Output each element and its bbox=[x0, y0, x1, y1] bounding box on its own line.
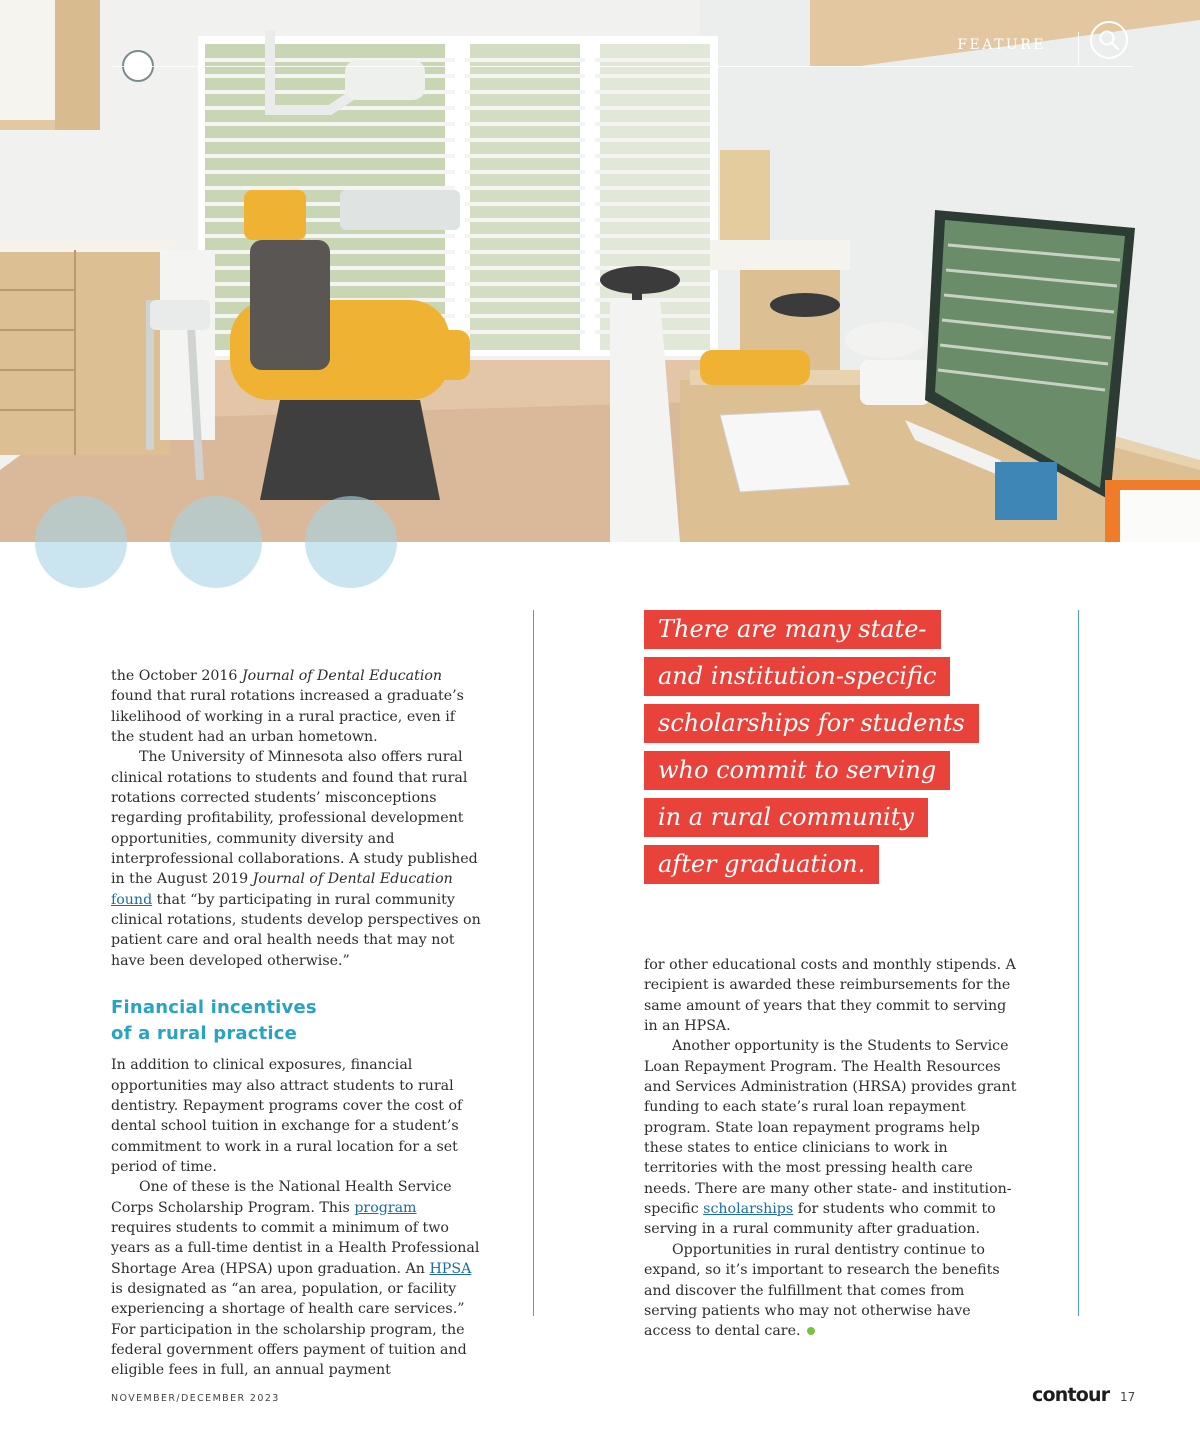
pull-quote-line: There are many state- bbox=[644, 610, 941, 649]
decorative-circle bbox=[170, 496, 262, 588]
issue-date: NOVEMBER/DECEMBER 2023 bbox=[111, 1393, 280, 1404]
journal-title: Journal of Dental Education bbox=[252, 871, 453, 888]
column-rule bbox=[1078, 610, 1079, 1316]
left-column bbox=[111, 666, 481, 1381]
header-rule bbox=[111, 66, 1133, 67]
end-mark-dot bbox=[807, 1327, 815, 1335]
scholarships-link[interactable]: scholarships bbox=[703, 1201, 794, 1218]
search-icon bbox=[1098, 29, 1120, 51]
found-link[interactable]: found bbox=[111, 891, 153, 908]
paragraph: The University of Minnesota also offers rural clinical rotations to students and found that rural rotations corrected students’ misconceptions regarding profitability, professional development opportunities, community diversity and interprofessional collaborations. A study published in the August 2019 Journal of Dental Education found that “by participating in rural community clinical rotations, students develop perspectives on patient care and oral health needs that may not have been developed otherwise.” bbox=[111, 749, 481, 969]
dental-office-illustration bbox=[0, 0, 1200, 542]
paragraph: the October 2016 Journal of Dental Education found that rural rotations increased a graduate’s likelihood of working in a rural practice, even if the student had an urban hometown. bbox=[111, 668, 464, 746]
section-subhead: Financial incentives of a rural practice bbox=[111, 997, 317, 1045]
paragraph: One of these is the National Health Service Corps Scholarship Program. This program requires students to commit a minimum of two years as a full-time dentist in a Health Professional Shortage Area (HPSA) upon graduation. An HPSA is designated as “an area, population, or facility experiencing a shortage of health care services.” For participation in the scholarship program, the federal government offers payment of tuition and eligible fees in full, an annual payment bbox=[111, 1179, 480, 1379]
pull-quote-line: and institution-specific bbox=[644, 657, 950, 696]
program-link[interactable]: program bbox=[354, 1199, 417, 1216]
pull-quote-line: after graduation. bbox=[644, 845, 879, 884]
paragraph: for other educational costs and monthly stipends. A recipient is awarded these reimbursements for the same amount of years that they commit to serving in an HPSA. bbox=[644, 957, 1016, 1035]
search-button[interactable] bbox=[1090, 21, 1128, 59]
pull-quote-line: in a rural community bbox=[644, 798, 928, 837]
hpsa-link[interactable]: HPSA bbox=[429, 1260, 472, 1277]
header-divider bbox=[1078, 32, 1079, 66]
section-label[interactable]: FEATURE bbox=[957, 37, 1046, 53]
decorative-circle bbox=[35, 496, 127, 588]
contour-logo: contour bbox=[1032, 1384, 1110, 1406]
paragraph: Opportunities in rural dentistry continue to expand, so it’s important to research the benefits and discover the fulfillment that comes from serving patients who may not otherwise have access to dental care. bbox=[644, 1241, 1000, 1340]
paragraph: Another opportunity is the Students to Service Loan Repayment Program. The Health Resources and Services Administration (HRSA) provides grant funding to each state’s rural loan repayment program. State loan repayment programs help these states to entice clinicians to work in territories with the most pressing health care needs. There are many other state- and institution-specific scholarships for students who commit to serving in a rural community after graduation. bbox=[644, 1038, 1017, 1238]
pull-quote-line: scholarships for students bbox=[644, 704, 979, 743]
column-rule bbox=[533, 610, 534, 1316]
paragraph: In addition to clinical exposures, financial opportunities may also attract students to rural dentistry. Repayment programs cover the cost of dental school tuition in exchange for a student’s commitment to work in a rural location for a set period of time. bbox=[111, 1057, 463, 1175]
right-column bbox=[644, 955, 1019, 1342]
page-number: 17 bbox=[1120, 1390, 1136, 1404]
decorative-circle bbox=[305, 496, 397, 588]
pull-quote-line: who commit to serving bbox=[644, 751, 950, 790]
hero-image bbox=[0, 0, 1200, 542]
pull-quote bbox=[644, 610, 979, 892]
journal-title: Journal of Dental Education bbox=[241, 668, 443, 684]
